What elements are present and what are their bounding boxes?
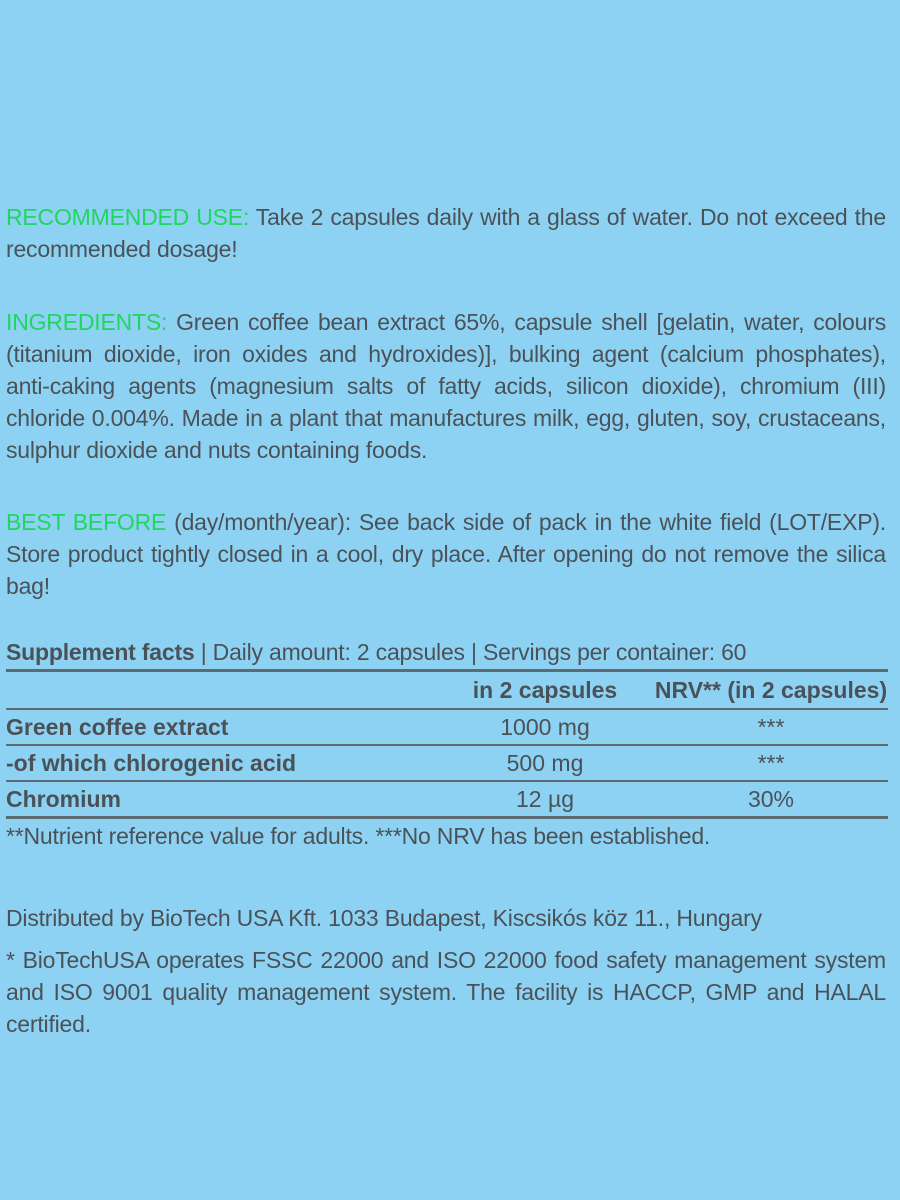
nutrition-table (6, 669, 888, 819)
recommended-use-text: Take 2 capsules daily with a glass of water. Do not exceed the recommended dosage! (6, 204, 886, 262)
column-header-nrv: NRV** (in 2 capsules) (654, 671, 888, 710)
certification-note: * BioTechUSA operates FSSC 22000 and ISO 22000 food safety management system and ISO 9001 quality management system. The facility is HACCP, GMP and HALAL certified. (6, 947, 886, 1037)
row-nrv: 30% (654, 781, 888, 818)
row-amount: 12 µg (436, 781, 654, 818)
ingredients-text: Green coffee bean extract 65%, capsule shell [gelatin, water, colours (titanium dioxide, iron oxides and hydroxides)], bulking agent (calcium phosphates), anti-caking agents (magnesium salts of fatty acids, silicon dioxide), chromium (III) chloride 0.004%. Made in a plant that manufactures milk, egg, gluten, soy, crustaceans, sulphur dioxide and nuts containing foods. (6, 309, 886, 463)
ingredients-label: INGREDIENTS: (6, 309, 168, 335)
supplement-facts-title: Supplement facts (6, 639, 195, 665)
row-name: Green coffee extract (6, 709, 436, 745)
row-name: Chromium (6, 781, 436, 818)
supplement-facts-info: | Daily amount: 2 capsules | Servings per container: 60 (194, 639, 747, 665)
best-before-label: BEST BEFORE (6, 509, 167, 535)
table-header-row (6, 671, 888, 710)
supplement-facts-header (6, 636, 886, 668)
table-row (6, 745, 888, 781)
recommended-use-paragraph (6, 201, 886, 265)
ingredients-paragraph (6, 306, 886, 466)
table-row (6, 709, 888, 745)
best-before-text: (day/month/year): See back side of pack in the white field (LOT/EXP). Store product tightly closed in a cool, dry place. After opening do not remove the silica bag! (6, 509, 886, 599)
column-header-name (6, 671, 436, 710)
row-name: -of which chlorogenic acid (6, 745, 436, 781)
nrv-footnote: **Nutrient reference value for adults. ***No NRV has been established. (6, 823, 711, 849)
supplement-facts (6, 636, 886, 852)
row-amount: 500 mg (436, 745, 654, 781)
distributor-line: Distributed by BioTech USA Kft. 1033 Budapest, Kiscsikós köz 11., Hungary (6, 905, 762, 931)
row-amount: 1000 mg (436, 709, 654, 745)
best-before-paragraph (6, 506, 886, 602)
row-nrv: *** (654, 709, 888, 745)
table-row (6, 781, 888, 818)
row-nrv: *** (654, 745, 888, 781)
column-header-amount: in 2 capsules (436, 671, 654, 710)
recommended-use-label: RECOMMENDED USE: (6, 204, 250, 230)
